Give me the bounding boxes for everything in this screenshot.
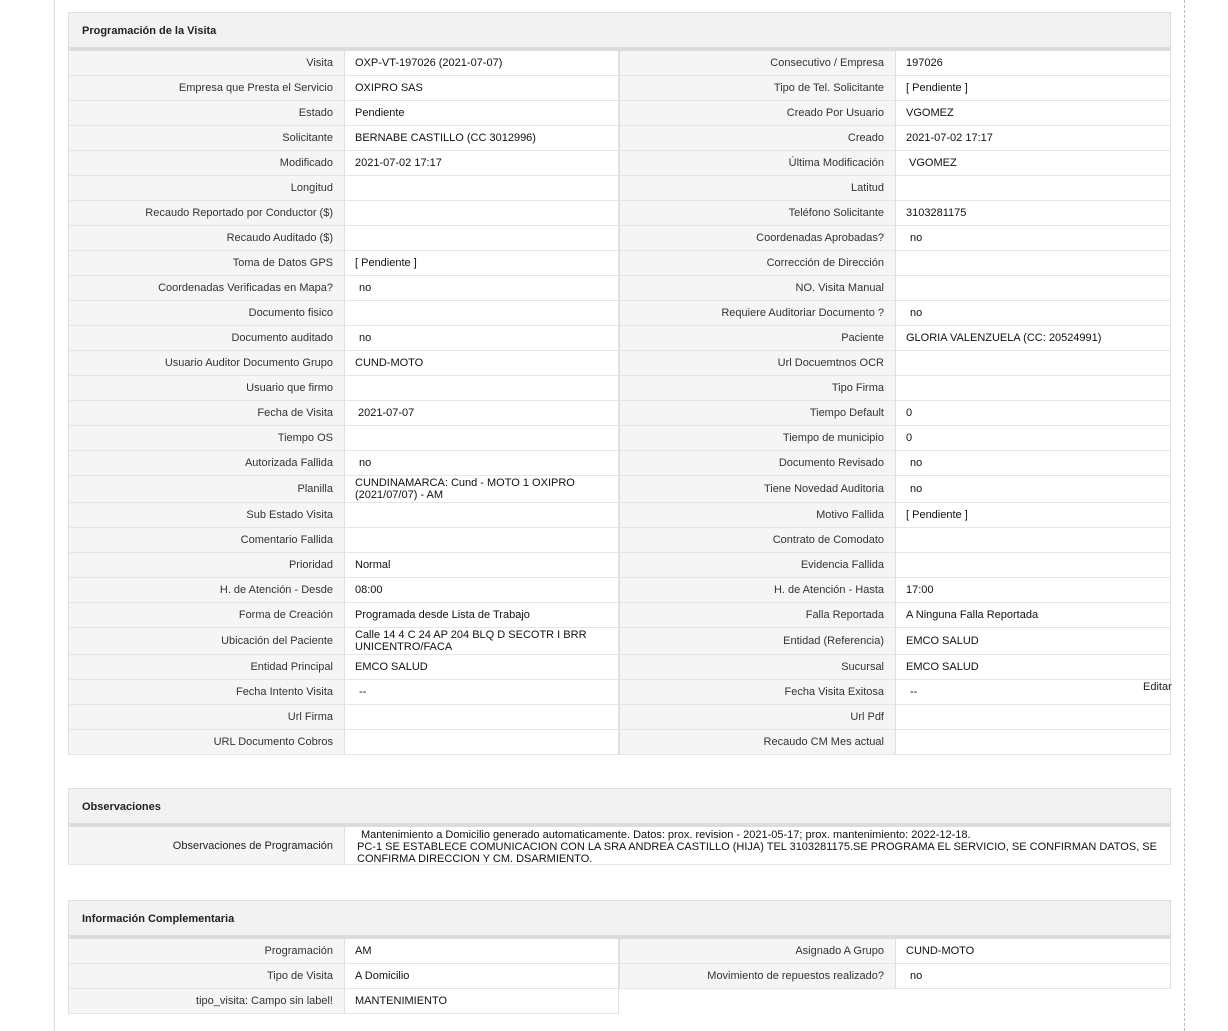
coordenadas-verificadas-en-mapa-label: Coordenadas Verificadas en Mapa? xyxy=(68,276,344,301)
recaudo-reportado-por-conductor-value xyxy=(344,201,619,226)
programacion-title: Programación de la Visita xyxy=(68,12,1171,48)
edit-link[interactable]: Editar xyxy=(1143,681,1172,693)
no-visita-manual-label: NO. Visita Manual xyxy=(619,276,895,301)
entidad-principal-label: Entidad Principal xyxy=(68,655,344,680)
entidad-principal-value: EMCO SALUD xyxy=(344,655,619,680)
programacion-label: Programación xyxy=(68,939,344,964)
evidencia-fallida-label: Evidencia Fallida xyxy=(619,553,895,578)
h-de-atencion-hasta-value: 17:00 xyxy=(895,578,1171,603)
coordenadas-aprobadas-label: Coordenadas Aprobadas? xyxy=(619,226,895,251)
evidencia-fallida-value xyxy=(895,553,1171,578)
telefono-solicitante-value: 3103281175 xyxy=(895,201,1171,226)
tiempo-os-value xyxy=(344,426,619,451)
telefono-solicitante-label: Teléfono Solicitante xyxy=(619,201,895,226)
tipo-visita-campo-sin-label-label: tipo_visita: Campo sin label! xyxy=(68,989,344,1014)
tipo-visita-campo-sin-label-value: MANTENIMIENTO xyxy=(344,989,619,1014)
recaudo-auditado-label: Recaudo Auditado ($) xyxy=(68,226,344,251)
paciente-label: Paciente xyxy=(619,326,895,351)
consecutivo-empresa-label: Consecutivo / Empresa xyxy=(619,51,895,76)
estado-value: Pendiente xyxy=(344,101,619,126)
url-docuemtnos-ocr-value xyxy=(895,351,1171,376)
observaciones-title: Observaciones xyxy=(68,788,1171,824)
correccion-de-direccion-label: Corrección de Dirección xyxy=(619,251,895,276)
h-de-atencion-desde-label: H. de Atención - Desde xyxy=(68,578,344,603)
url-pdf-value xyxy=(895,705,1171,730)
tiene-novedad-auditoria-value: no xyxy=(895,476,1171,503)
documento-fisico-value xyxy=(344,301,619,326)
right-dashed-divider xyxy=(1184,0,1185,1031)
falla-reportada-value: A Ninguna Falla Reportada xyxy=(895,603,1171,628)
planilla-value: CUNDINAMARCA: Cund - MOTO 1 OXIPRO (2021/07/07) - AM xyxy=(344,476,619,503)
fecha-de-visita-value: 2021-07-07 xyxy=(344,401,619,426)
complementaria-title: Información Complementaria xyxy=(68,900,1171,936)
sucursal-value: EMCO SALUD xyxy=(895,655,1171,680)
coordenadas-aprobadas-value: no xyxy=(895,226,1171,251)
comentario-fallida-label: Comentario Fallida xyxy=(68,528,344,553)
tipo-de-tel-solicitante-value: [ Pendiente ] xyxy=(895,76,1171,101)
tipo-de-tel-solicitante-label: Tipo de Tel. Solicitante xyxy=(619,76,895,101)
entidad-referencia-value: EMCO SALUD xyxy=(895,628,1171,655)
tiempo-default-label: Tiempo Default xyxy=(619,401,895,426)
fecha-intento-visita-label: Fecha Intento Visita xyxy=(68,680,344,705)
consecutivo-empresa-value: 197026 xyxy=(895,51,1171,76)
observaciones-section xyxy=(68,788,1171,865)
fecha-intento-visita-value: -- xyxy=(344,680,619,705)
longitud-label: Longitud xyxy=(68,176,344,201)
observaciones-label: Observaciones de Programación xyxy=(68,827,344,865)
recaudo-cm-mes-actual-value xyxy=(895,730,1171,755)
asignado-a-grupo-label: Asignado A Grupo xyxy=(619,939,895,964)
sub-estado-visita-label: Sub Estado Visita xyxy=(68,503,344,528)
empresa-que-presta-el-servicio-label: Empresa que Presta el Servicio xyxy=(68,76,344,101)
usuario-auditor-documento-grupo-label: Usuario Auditor Documento Grupo xyxy=(68,351,344,376)
recaudo-reportado-por-conductor-label: Recaudo Reportado por Conductor ($) xyxy=(68,201,344,226)
documento-auditado-label: Documento auditado xyxy=(68,326,344,351)
fecha-visita-exitosa-value: -- xyxy=(895,680,1171,705)
usuario-que-firmo-value xyxy=(344,376,619,401)
requiere-auditoriar-documento-value: no xyxy=(895,301,1171,326)
ultima-modificacion-value: VGOMEZ xyxy=(895,151,1171,176)
correccion-de-direccion-value xyxy=(895,251,1171,276)
programacion-grid xyxy=(68,48,1171,755)
modificado-label: Modificado xyxy=(68,151,344,176)
usuario-auditor-documento-grupo-value: CUND-MOTO xyxy=(344,351,619,376)
tipo-de-visita-label: Tipo de Visita xyxy=(68,964,344,989)
programacion-section xyxy=(68,12,1171,755)
complementaria-grid xyxy=(68,936,1171,1014)
observaciones-line-1: Mantenimiento a Domicilio generado automaticamente. Datos: prox. revision - 2021-05-17; prox. mantenimiento: 2022-12-18. xyxy=(361,829,971,841)
fecha-visita-exitosa-label: Fecha Visita Exitosa xyxy=(619,680,895,705)
visita-value: OXP-VT-197026 (2021-07-07) xyxy=(344,51,619,76)
prioridad-label: Prioridad xyxy=(68,553,344,578)
creado-label: Creado xyxy=(619,126,895,151)
documento-revisado-value: no xyxy=(895,451,1171,476)
falla-reportada-label: Falla Reportada xyxy=(619,603,895,628)
observaciones-line-2: PC-1 SE ESTABLECE COMUNICACION CON LA SRA ANDREA CASTILLO (HIJA) TEL 3103281175.SE PROGRAMA EL SERVICIO, SE CONFIRMAN DATOS, SE CONFIRMA DIRECCION Y CM. DSARMIENTO. xyxy=(357,841,1157,865)
creado-por-usuario-value: VGOMEZ xyxy=(895,101,1171,126)
entidad-referencia-label: Entidad (Referencia) xyxy=(619,628,895,655)
motivo-fallida-label: Motivo Fallida xyxy=(619,503,895,528)
solicitante-value: BERNABE CASTILLO (CC 3012996) xyxy=(344,126,619,151)
sucursal-label: Sucursal xyxy=(619,655,895,680)
observaciones-grid xyxy=(68,824,1171,865)
coordenadas-verificadas-en-mapa-value: no xyxy=(344,276,619,301)
left-border-line xyxy=(54,0,55,1031)
complementaria-section xyxy=(68,900,1171,1014)
tipo-firma-label: Tipo Firma xyxy=(619,376,895,401)
tiene-novedad-auditoria-label: Tiene Novedad Auditoria xyxy=(619,476,895,503)
h-de-atencion-desde-value: 08:00 xyxy=(344,578,619,603)
url-firma-label: Url Firma xyxy=(68,705,344,730)
url-docuemtnos-ocr-label: Url Docuemtnos OCR xyxy=(619,351,895,376)
movimiento-de-repuestos-realizado-value: no xyxy=(895,964,1171,989)
tiempo-default-value: 0 xyxy=(895,401,1171,426)
solicitante-label: Solicitante xyxy=(68,126,344,151)
paciente-value: GLORIA VALENZUELA (CC: 20524991) xyxy=(895,326,1171,351)
prioridad-value: Normal xyxy=(344,553,619,578)
modificado-value: 2021-07-02 17:17 xyxy=(344,151,619,176)
contrato-de-comodato-value xyxy=(895,528,1171,553)
contrato-de-comodato-label: Contrato de Comodato xyxy=(619,528,895,553)
asignado-a-grupo-value: CUND-MOTO xyxy=(895,939,1171,964)
estado-label: Estado xyxy=(68,101,344,126)
toma-de-datos-gps-label: Toma de Datos GPS xyxy=(68,251,344,276)
documento-fisico-label: Documento fisico xyxy=(68,301,344,326)
ubicacion-del-paciente-value: Calle 14 4 C 24 AP 204 BLQ D SECOTR I BRR UNICENTRO/FACA xyxy=(344,628,619,655)
ubicacion-del-paciente-label: Ubicación del Paciente xyxy=(68,628,344,655)
h-de-atencion-hasta-label: H. de Atención - Hasta xyxy=(619,578,895,603)
forma-de-creacion-label: Forma de Creación xyxy=(68,603,344,628)
comentario-fallida-value xyxy=(344,528,619,553)
url-pdf-label: Url Pdf xyxy=(619,705,895,730)
documento-revisado-label: Documento Revisado xyxy=(619,451,895,476)
no-visita-manual-value xyxy=(895,276,1171,301)
tipo-firma-value xyxy=(895,376,1171,401)
fecha-de-visita-label: Fecha de Visita xyxy=(68,401,344,426)
url-firma-value xyxy=(344,705,619,730)
tiempo-de-municipio-value: 0 xyxy=(895,426,1171,451)
visita-label: Visita xyxy=(68,51,344,76)
usuario-que-firmo-label: Usuario que firmo xyxy=(68,376,344,401)
creado-value: 2021-07-02 17:17 xyxy=(895,126,1171,151)
requiere-auditoriar-documento-label: Requiere Auditoriar Documento ? xyxy=(619,301,895,326)
planilla-label: Planilla xyxy=(68,476,344,503)
recaudo-auditado-value xyxy=(344,226,619,251)
url-documento-cobros-label: URL Documento Cobros xyxy=(68,730,344,755)
longitud-value xyxy=(344,176,619,201)
motivo-fallida-value: [ Pendiente ] xyxy=(895,503,1171,528)
tipo-de-visita-value: A Domicilio xyxy=(344,964,619,989)
tiempo-os-label: Tiempo OS xyxy=(68,426,344,451)
recaudo-cm-mes-actual-label: Recaudo CM Mes actual xyxy=(619,730,895,755)
observaciones-value xyxy=(344,827,1171,865)
latitud-value xyxy=(895,176,1171,201)
autorizada-fallida-label: Autorizada Fallida xyxy=(68,451,344,476)
documento-auditado-value: no xyxy=(344,326,619,351)
ultima-modificacion-label: Última Modificación xyxy=(619,151,895,176)
url-documento-cobros-value xyxy=(344,730,619,755)
creado-por-usuario-label: Creado Por Usuario xyxy=(619,101,895,126)
movimiento-de-repuestos-realizado-label: Movimiento de repuestos realizado? xyxy=(619,964,895,989)
latitud-label: Latitud xyxy=(619,176,895,201)
autorizada-fallida-value: no xyxy=(344,451,619,476)
forma-de-creacion-value: Programada desde Lista de Trabajo xyxy=(344,603,619,628)
toma-de-datos-gps-value: [ Pendiente ] xyxy=(344,251,619,276)
tiempo-de-municipio-label: Tiempo de municipio xyxy=(619,426,895,451)
programacion-value: AM xyxy=(344,939,619,964)
sub-estado-visita-value xyxy=(344,503,619,528)
empresa-que-presta-el-servicio-value: OXIPRO SAS xyxy=(344,76,619,101)
